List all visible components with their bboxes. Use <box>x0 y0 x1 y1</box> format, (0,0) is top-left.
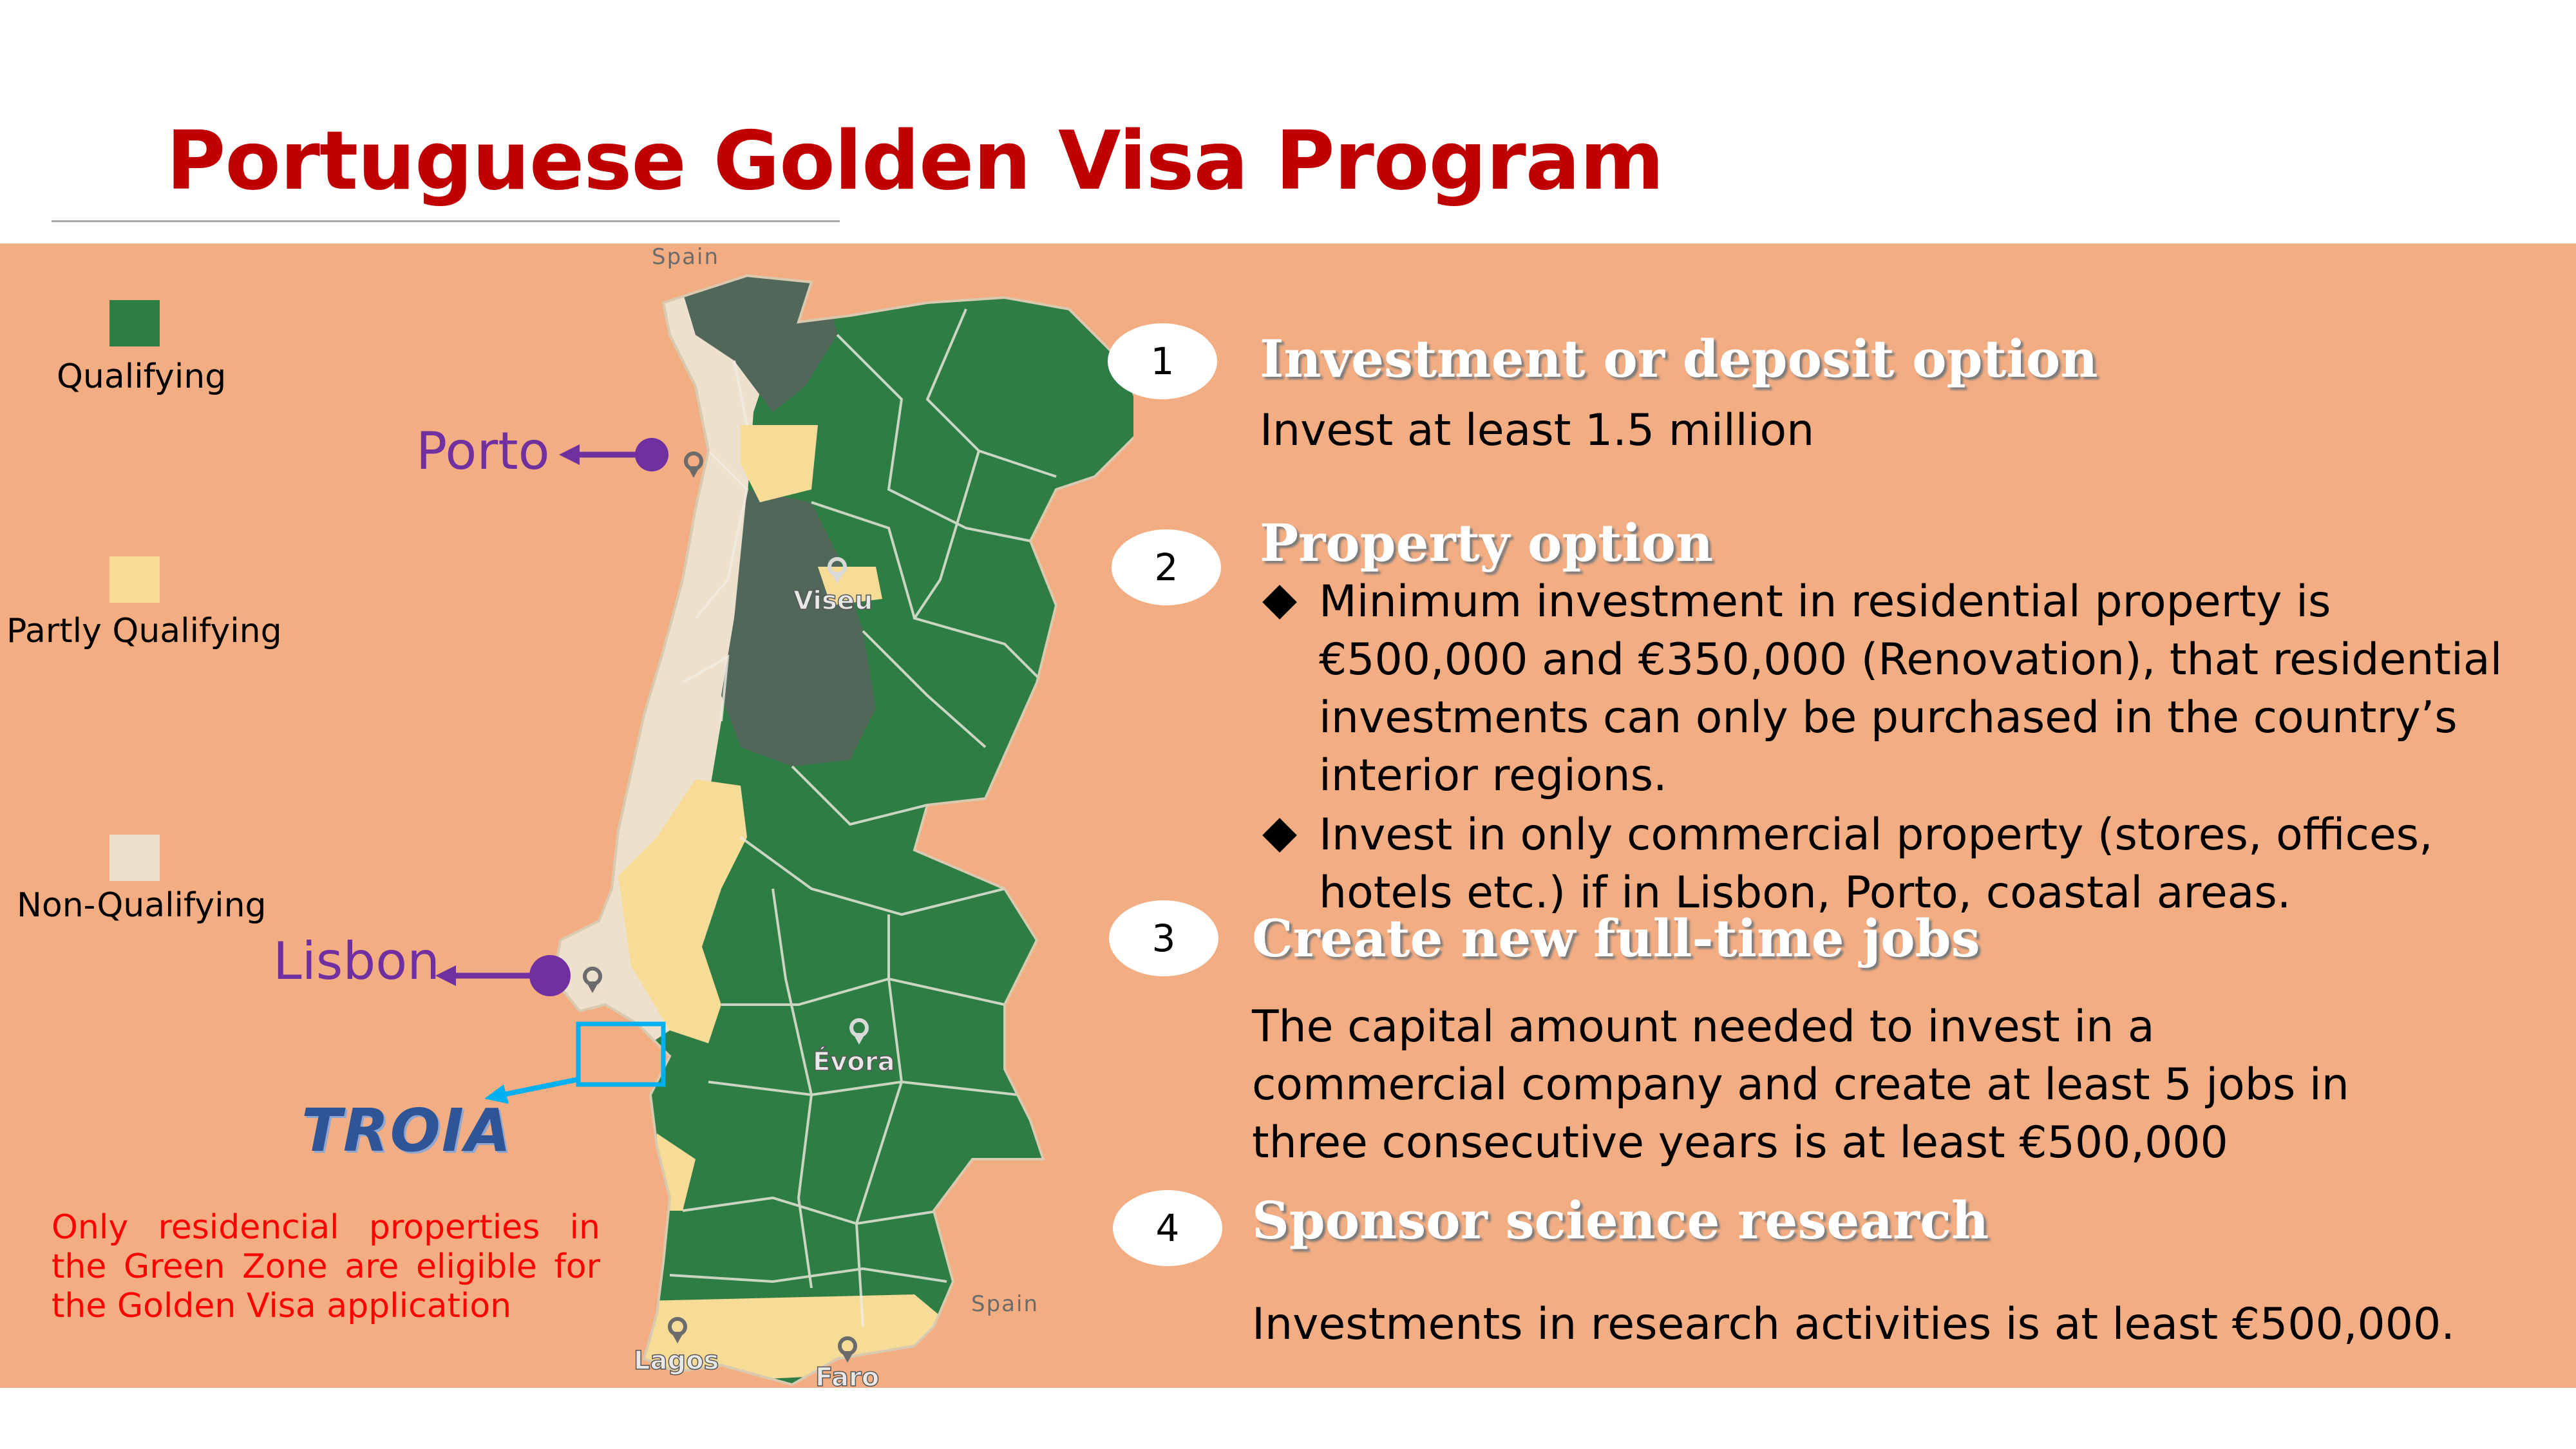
option-text-investment: Invest at least 1.5 million <box>1260 405 1815 456</box>
map-label-lagos: Lagos <box>634 1346 719 1376</box>
option-heading-research: Sponsor science research <box>1252 1190 1989 1251</box>
diamond-bullet-icon <box>1262 585 1297 620</box>
property-bullet-commercial: Invest in only commercial property (stores, offices, hotels etc.) if in Lisbon, Porto, coastal areas. <box>1262 806 2524 922</box>
title-underline <box>52 220 840 222</box>
option-text-jobs: The capital amount needed to invest in a commercial company and create at least 5 jobs in three consecutive years is at least €500,000 <box>1252 1001 2349 1168</box>
legend-label-qualifying: Qualifying <box>57 357 227 396</box>
option-number-2: 2 <box>1112 529 1221 605</box>
option-heading-investment: Investment or deposit option <box>1260 328 2098 389</box>
lisbon-arrow <box>435 955 571 996</box>
legend-label-non: Non-Qualifying <box>17 886 267 925</box>
option-text-research: Investments in research activities is at least €500,000. <box>1252 1299 2455 1350</box>
city-label-lisbon: Lisbon <box>273 931 440 991</box>
troia-label: TROIA <box>301 1096 513 1165</box>
map-label-spain-south: Spain <box>971 1291 1039 1317</box>
option-number-1: 1 <box>1108 323 1217 399</box>
map-label-viseu: Viseu <box>793 586 873 616</box>
legend-label-partly: Partly Qualifying <box>6 612 282 650</box>
porto-arrow <box>559 438 668 471</box>
eligibility-note: Only residencial properties in the Green Zone are eligible for the Golden Visa application <box>52 1208 600 1325</box>
map-pin-porto <box>686 453 701 478</box>
option-heading-jobs: Create new full-time jobs <box>1252 908 1980 969</box>
option-number-3: 3 <box>1109 900 1218 976</box>
map-label-faro: Faro <box>815 1363 880 1388</box>
option-number-4: 4 <box>1113 1190 1222 1266</box>
diamond-bullet-icon <box>1262 818 1297 853</box>
property-bullet-residential: Minimum investment in residential property is €500,000 and €350,000 (Renovation), that residential investments can only be purchased in the country’s interior regions. <box>1262 573 2524 805</box>
property-bullet-list <box>1262 573 2524 923</box>
page-title: Portuguese Golden Visa Program <box>166 113 1664 208</box>
map-label-spain-north: Spain <box>652 244 719 270</box>
map-label-evora: Évora <box>813 1047 895 1077</box>
city-label-porto: Porto <box>416 421 550 481</box>
option-heading-property: Property option <box>1260 513 1714 573</box>
